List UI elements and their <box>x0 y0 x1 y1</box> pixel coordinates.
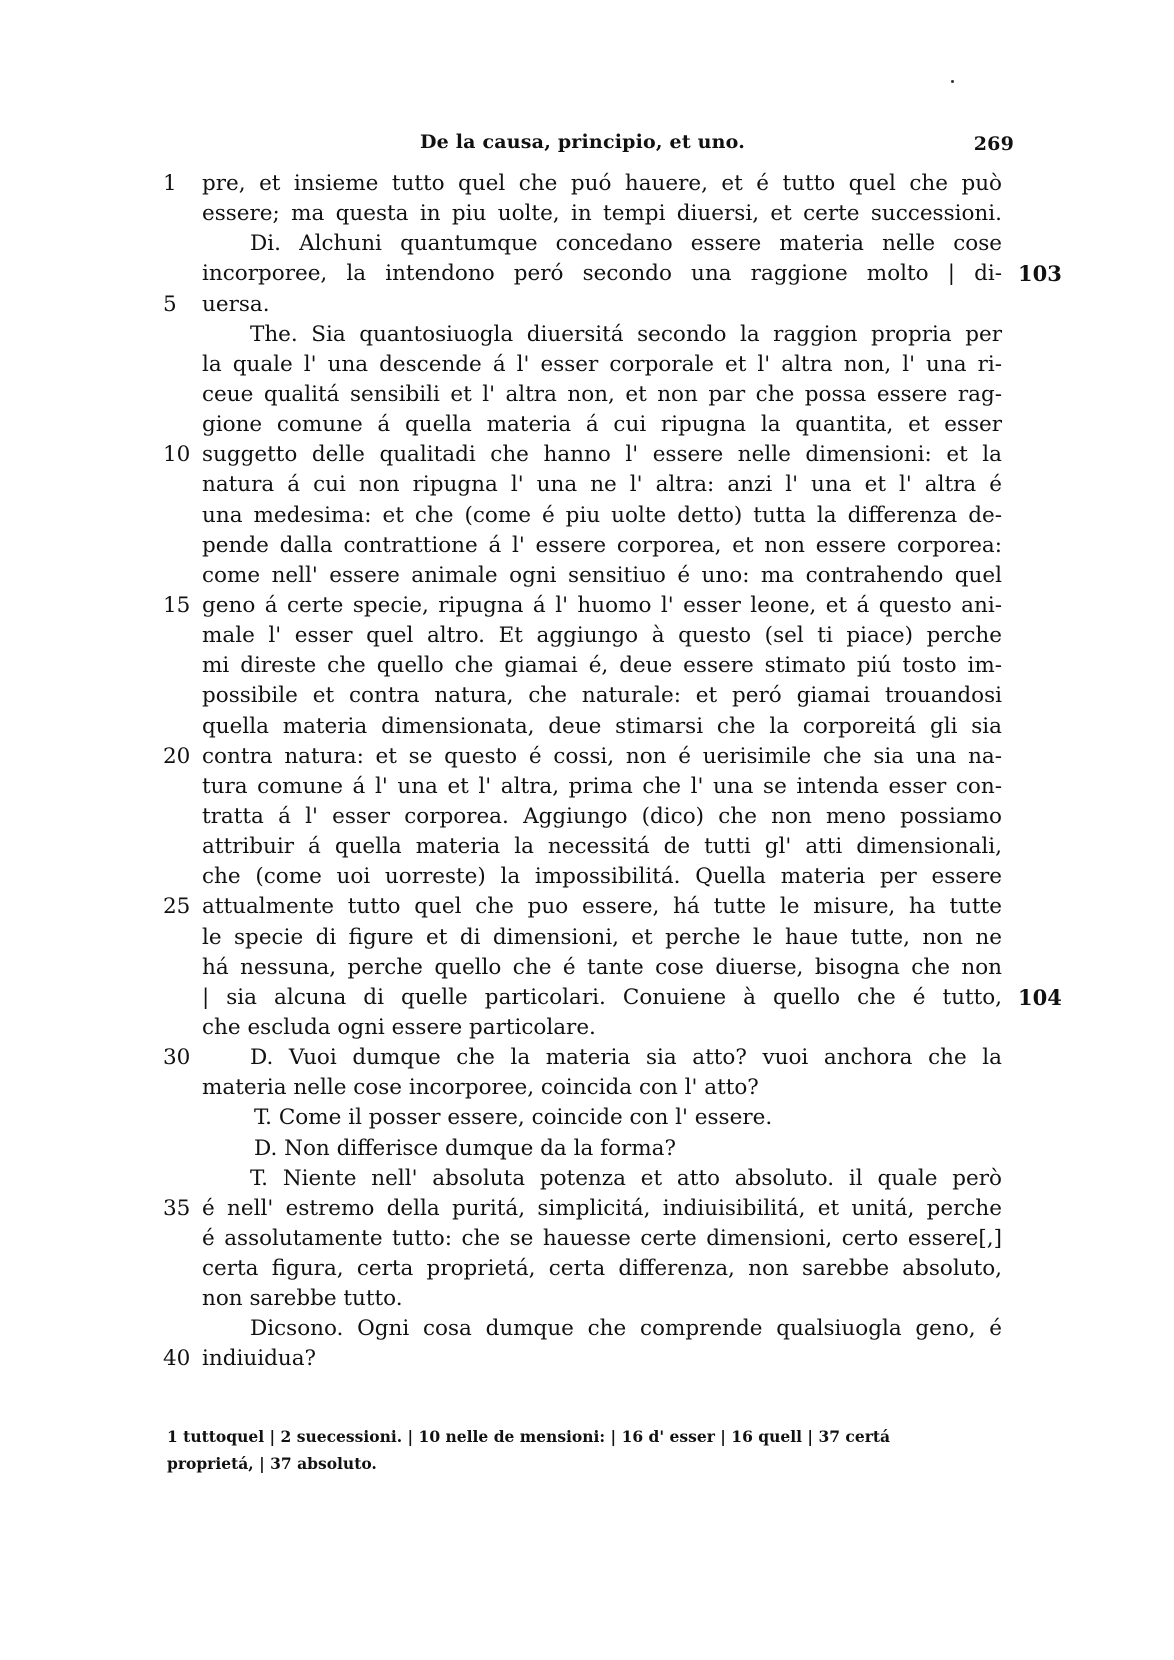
line-text: há nessuna, perche quello che é tante cose diuerse, bisogna che non <box>202 954 1002 980</box>
text-line <box>0 832 1174 862</box>
marginal-folio-number: 104 <box>1018 984 1062 1010</box>
line-text: non sarebbe tutto. <box>202 1286 403 1312</box>
line-text: D. Non differisce dumque da la forma? <box>254 1135 677 1161</box>
line-number: 30 <box>163 1045 191 1071</box>
line-text: indiuidua? <box>202 1346 317 1372</box>
page-number: 269 <box>973 133 1014 155</box>
line-text: incorporee, la intendono peró secondo una raggione molto | di- <box>202 261 1002 287</box>
text-line <box>0 169 1174 199</box>
line-text: The. Sia quantosiuogla diuersitá secondo la raggion propria per <box>250 321 1002 347</box>
text-line <box>0 410 1174 440</box>
critical-apparatus <box>167 1423 1002 1477</box>
line-text: che escluda ogni essere particolare. <box>202 1014 596 1040</box>
line-text: le specie di figure et di dimensioni, et perche le haue tutte, non ne <box>202 924 1002 950</box>
text-line <box>0 1254 1174 1284</box>
text-line <box>0 681 1174 711</box>
text-line <box>0 983 1174 1013</box>
line-text: uersa. <box>202 291 270 317</box>
text-line <box>0 862 1174 892</box>
line-text: possibile et contra natura, che naturale: et peró giamai trouandosi <box>202 683 1002 709</box>
line-number: 40 <box>163 1346 191 1372</box>
line-text: quella materia dimensionata, deue stimarsi che la corporeitá gli sia <box>202 713 1002 739</box>
line-text: attualmente tutto quel che puo essere, há tutte le misure, ha tutte <box>202 894 1002 920</box>
line-number: 5 <box>163 291 177 317</box>
line-text: materia nelle cose incorporee, coincida con l' atto? <box>202 1075 759 1101</box>
line-text: T. Come il posser essere, coincide con l' essere. <box>254 1105 773 1131</box>
line-text: T. Niente nell' absoluta potenza et atto absoluto. il quale però <box>250 1165 1002 1191</box>
text-line <box>0 1344 1174 1374</box>
line-text: suggetto delle qualitadi che hanno l' essere nelle dimensioni: et la <box>202 442 1002 468</box>
main-text <box>0 169 1174 1375</box>
text-line <box>0 802 1174 832</box>
text-line <box>0 350 1174 380</box>
line-text: mi direste che quello che giamai é, deue essere stimato piú tosto im- <box>202 653 1002 679</box>
line-text: certa figura, certa proprietá, certa differenza, non sarebbe absoluto, <box>202 1256 1002 1282</box>
line-text: una medesima: et che (come é piu uolte detto) tutta la differenza de- <box>202 502 1002 528</box>
line-number: 25 <box>163 894 191 920</box>
line-number: 10 <box>163 442 191 468</box>
line-text: essere; ma questa in piu uolte, in tempi diuersi, et certe successioni. <box>202 201 1002 227</box>
text-line <box>0 1043 1174 1073</box>
text-line <box>0 1194 1174 1224</box>
running-header <box>145 131 1020 161</box>
line-text: Dicsono. Ogni cosa dumque che comprende qualsiuogla geno, é <box>250 1316 1002 1342</box>
text-line <box>0 199 1174 229</box>
text-line <box>0 290 1174 320</box>
line-text: Di. Alchuni quantumque concedano essere materia nelle cose <box>250 231 1002 257</box>
text-line <box>0 1103 1174 1133</box>
text-line <box>0 1164 1174 1194</box>
line-text: male l' esser quel altro. Et aggiungo à questo (sel ti piace) perche <box>202 623 1002 649</box>
text-line <box>0 1134 1174 1164</box>
text-line <box>0 259 1174 289</box>
text-line <box>0 953 1174 983</box>
line-text: pende dalla contrattione á l' essere corporea, et non essere corporea: <box>202 532 1002 558</box>
line-text: che (come uoi uorreste) la impossibilitá. Quella materia per essere <box>202 864 1002 890</box>
line-number: 35 <box>163 1195 191 1221</box>
text-line <box>0 621 1174 651</box>
line-text: gione comune á quella materia á cui ripugna la quantita, et esser <box>202 412 1002 438</box>
text-line <box>0 742 1174 772</box>
text-line <box>0 923 1174 953</box>
marginal-folio-number: 103 <box>1018 261 1062 287</box>
text-line <box>0 1224 1174 1254</box>
text-line <box>0 229 1174 259</box>
text-line <box>0 1284 1174 1314</box>
line-text: tura comune á l' una et l' altra, prima che l' una se intenda esser con- <box>202 773 1002 799</box>
text-line <box>0 712 1174 742</box>
line-text: é assolutamente tutto: che se hauesse certe dimensioni, certo essere[,] <box>202 1225 1002 1251</box>
text-line <box>0 591 1174 621</box>
line-text: é nell' estremo della puritá, simplicitá, indiuisibilitá, et unitá, perche <box>202 1195 1002 1221</box>
line-text: attribuir á quella materia la necessitá de tutti gl' atti dimensionali, <box>202 834 1002 860</box>
text-line <box>0 892 1174 922</box>
line-text: pre, et insieme tutto quel che puó hauere, et é tutto quel che può <box>202 171 1002 196</box>
text-line <box>0 531 1174 561</box>
line-text: geno á certe specie, ripugna á l' huomo l' esser leone, et á questo ani- <box>202 592 1002 618</box>
line-text: tratta á l' esser corporea. Aggiungo (dico) che non meno possiamo <box>202 803 1002 829</box>
line-number: 20 <box>163 743 191 769</box>
line-text: la quale l' una descende á l' esser corporale et l' altra non, l' una ri- <box>202 351 1002 377</box>
line-text: ceue qualitá sensibili et l' altra non, et non par che possa essere rag- <box>202 381 1002 407</box>
apparatus-line: proprietá, | 37 absoluto. <box>167 1454 377 1473</box>
text-line <box>0 1073 1174 1103</box>
text-line <box>0 772 1174 802</box>
line-text: | sia alcuna di quelle particolari. Conuiene à quello che é tutto, <box>202 984 1002 1010</box>
text-line <box>0 1314 1174 1344</box>
running-title: De la causa, principio, et uno. <box>419 131 746 153</box>
line-text: contra natura: et se questo é cossi, non é uerisimile che sia una na- <box>202 743 1002 769</box>
text-line <box>0 320 1174 350</box>
line-text: D. Vuoi dumque che la materia sia atto? vuoi anchora che la <box>250 1045 1002 1071</box>
speck-mark <box>951 80 954 83</box>
text-line <box>0 1013 1174 1043</box>
line-number: 1 <box>163 171 177 196</box>
text-line <box>0 470 1174 500</box>
text-line <box>0 651 1174 681</box>
line-text: natura á cui non ripugna l' una ne l' altra: anzi l' una et l' altra é <box>202 472 1002 498</box>
line-text: come nell' essere animale ogni sensitiuo é uno: ma contrahendo quel <box>202 562 1002 588</box>
apparatus-line: 1 tuttoquel | 2 suecessioni. | 10 nelle de mensioni: | 16 d' esser | 16 quell | 37 certá <box>167 1427 891 1446</box>
text-line <box>0 561 1174 591</box>
text-line <box>0 380 1174 410</box>
line-number: 15 <box>163 592 191 618</box>
text-line <box>0 501 1174 531</box>
text-line <box>0 440 1174 470</box>
